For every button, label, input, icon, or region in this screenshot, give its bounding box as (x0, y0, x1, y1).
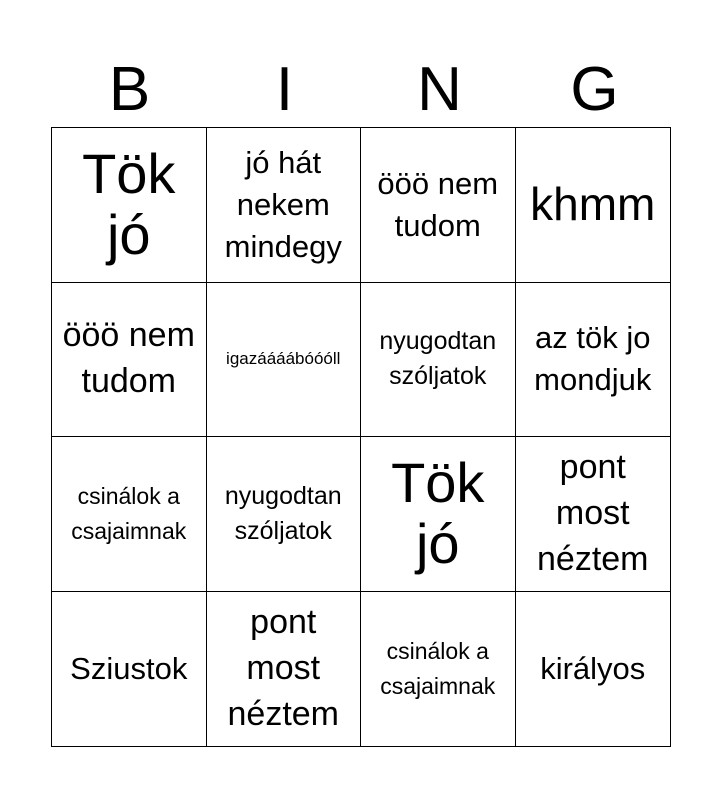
bingo-cell[interactable]: jó hát nekem mindegy (207, 128, 362, 283)
header-letter-n: N (417, 55, 462, 124)
header-letter-b: B (108, 55, 151, 124)
bingo-cell[interactable]: Tök jó (52, 128, 207, 283)
bingo-cell[interactable]: Tök jó (361, 437, 516, 592)
bingo-cell[interactable]: igazáááábóóóll (207, 283, 362, 438)
bingo-board (51, 127, 671, 747)
bingo-cell[interactable]: ööö nem tudom (361, 128, 516, 283)
bingo-cell[interactable]: ööö nem tudom (52, 283, 207, 438)
bingo-cell[interactable]: Sziustok (52, 592, 207, 747)
bingo-cell[interactable]: nyugodtan szóljatok (207, 437, 362, 592)
header-letter-i: I (275, 55, 294, 124)
bingo-cell[interactable]: királyos (540, 650, 646, 686)
bingo-cell[interactable]: khmm (516, 128, 671, 283)
header-letter-g: G (570, 55, 619, 124)
bingo-cell[interactable]: nyugodtan szóljatok (361, 283, 516, 438)
bingo-cell[interactable]: csinálok a csajaimnak (361, 592, 516, 747)
bingo-cell[interactable]: pont most néztem (516, 437, 671, 592)
bingo-cell[interactable]: pont most néztem (207, 592, 362, 747)
bingo-cell[interactable]: csinálok a csajaimnak (52, 437, 207, 592)
bingo-header (52, 52, 672, 128)
bingo-cell[interactable]: az tök jo mondjuk (516, 283, 671, 438)
